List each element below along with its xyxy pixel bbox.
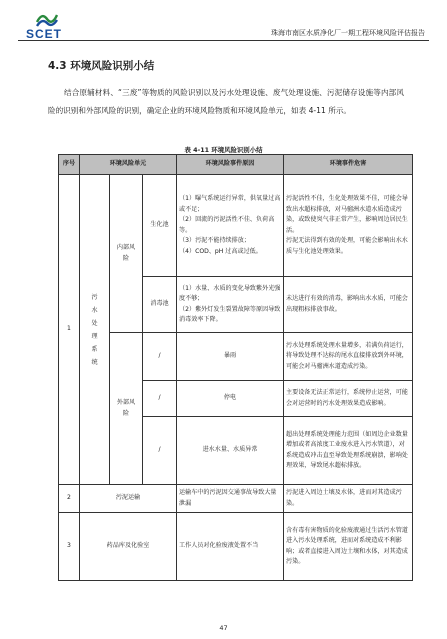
disinfection-hazard: 未达进行有效的消毒，影响出水水质，可能会出现粗标排放事故。 bbox=[284, 277, 413, 333]
table-row bbox=[59, 513, 413, 581]
header-no: 序号 bbox=[59, 155, 80, 175]
logo-text: SCET bbox=[26, 27, 63, 41]
lab-storage-cause: 工作人员对化验废液处置不当 bbox=[177, 513, 284, 581]
section-title: 4.3 环境风险识别小结 bbox=[48, 60, 155, 72]
table-row bbox=[59, 333, 413, 381]
header-hazard: 环境事件危害 bbox=[284, 155, 413, 175]
rainstorm-hazard: 污水处理系统处理水量增多，若满负荷运行，将导致处理不达标的尾水直接排放到外环境，可能会对马骝洲水道造成污染。 bbox=[284, 333, 413, 381]
header-unit: 环境风险单元 bbox=[80, 155, 177, 175]
wave-logo-icon bbox=[36, 10, 58, 28]
disinfection-causes: （1）水量、水质的变化导致紫外光强度不够； （2）紫外灯发生裂置故障等原因导致消毒效率下降。 bbox=[177, 277, 284, 333]
slash-cell: / bbox=[143, 381, 177, 417]
lab-storage-label: 药品库及化验室 bbox=[80, 513, 177, 581]
document-title: 珠海市南区水质净化厂一期工程环境风险评估报告 bbox=[271, 29, 425, 37]
power-outage-hazard: 主要设备无法正常运行，系统停止运营，可能会对运营时的污水处理效果造成影响。 bbox=[284, 381, 413, 417]
company-logo bbox=[18, 10, 78, 40]
bio-tank-hazard: 污泥活性不佳，生化处理效果不佳，可能会导致出水超标排放，对马骝洲水道水质造成污染，或致使臭气非正常产生，影响周边居民生活。 污泥无法得到有效的处理，可能会影响出水水质与生化池处理效果。 bbox=[284, 175, 413, 277]
sludge-transport-cause: 运输车中的污泥因交通事故导致大量泄漏 bbox=[177, 485, 284, 513]
row-number: 1 bbox=[59, 175, 80, 485]
influent-hazard: 超出处理系统处理能力范围（如周边企业数量增加或者高浓度工业废水进入污水管道），对系统造成冲击直至导致处理系统崩溃，影响处理效果，导致尾水超标排放。 bbox=[284, 417, 413, 485]
table-caption: 表 4-11 环境风险识别小结 bbox=[184, 146, 263, 154]
slash-cell: / bbox=[143, 417, 177, 485]
influent-cause: 进水水量、水质异常 bbox=[177, 417, 284, 485]
risk-table bbox=[58, 154, 413, 581]
row-number: 3 bbox=[59, 513, 80, 581]
internal-risk-label: 内部风 险 bbox=[110, 175, 143, 333]
header-divider bbox=[18, 40, 429, 41]
table-row bbox=[59, 175, 413, 277]
header-cause: 环境风险事件原因 bbox=[177, 155, 284, 175]
lab-storage-hazard: 含有毒有害物质的化验废液通过生活污水管道进入污水处理系统，进而对系统造成不利影响；或者直接进入周边土壤和水体，对其造成污染。 bbox=[284, 513, 413, 581]
wastewater-system-label: 污 水 处 理 系 统 bbox=[80, 175, 110, 485]
bio-tank-causes: （1）曝气系统运行异常，供氧量过高或不足； （2）回流的污泥活性不佳、负荷高等。 （3）污泥不能持续排放； （4）COD、pH 过高或过低。 bbox=[177, 175, 284, 277]
sludge-transport-label: 污泥运输 bbox=[80, 485, 177, 513]
external-risk-label: 外部风 险 bbox=[110, 333, 143, 485]
sludge-transport-hazard: 污泥进入周边土壤及水体，进而对其造成污染。 bbox=[284, 485, 413, 513]
power-outage-cause: 停电 bbox=[177, 381, 284, 417]
page-number: 47 bbox=[219, 624, 228, 632]
rainstorm-cause: 暴雨 bbox=[177, 333, 284, 381]
bio-tank-label: 生化池 bbox=[143, 175, 177, 277]
row-number: 2 bbox=[59, 485, 80, 513]
intro-paragraph: 结合原辅材料、“三废”等物质的风险识别以及污水处理设施、废气处理设施、污泥储存设施等内部风险的识别和外部风险的识别，确定企业的环境风险物质和环境风险单元，如表 4-11 所示。 bbox=[48, 88, 404, 115]
table-row bbox=[59, 485, 413, 513]
slash-cell: / bbox=[143, 333, 177, 381]
disinfection-tank-label: 消毒池 bbox=[143, 277, 177, 333]
table-header-row bbox=[59, 155, 413, 175]
